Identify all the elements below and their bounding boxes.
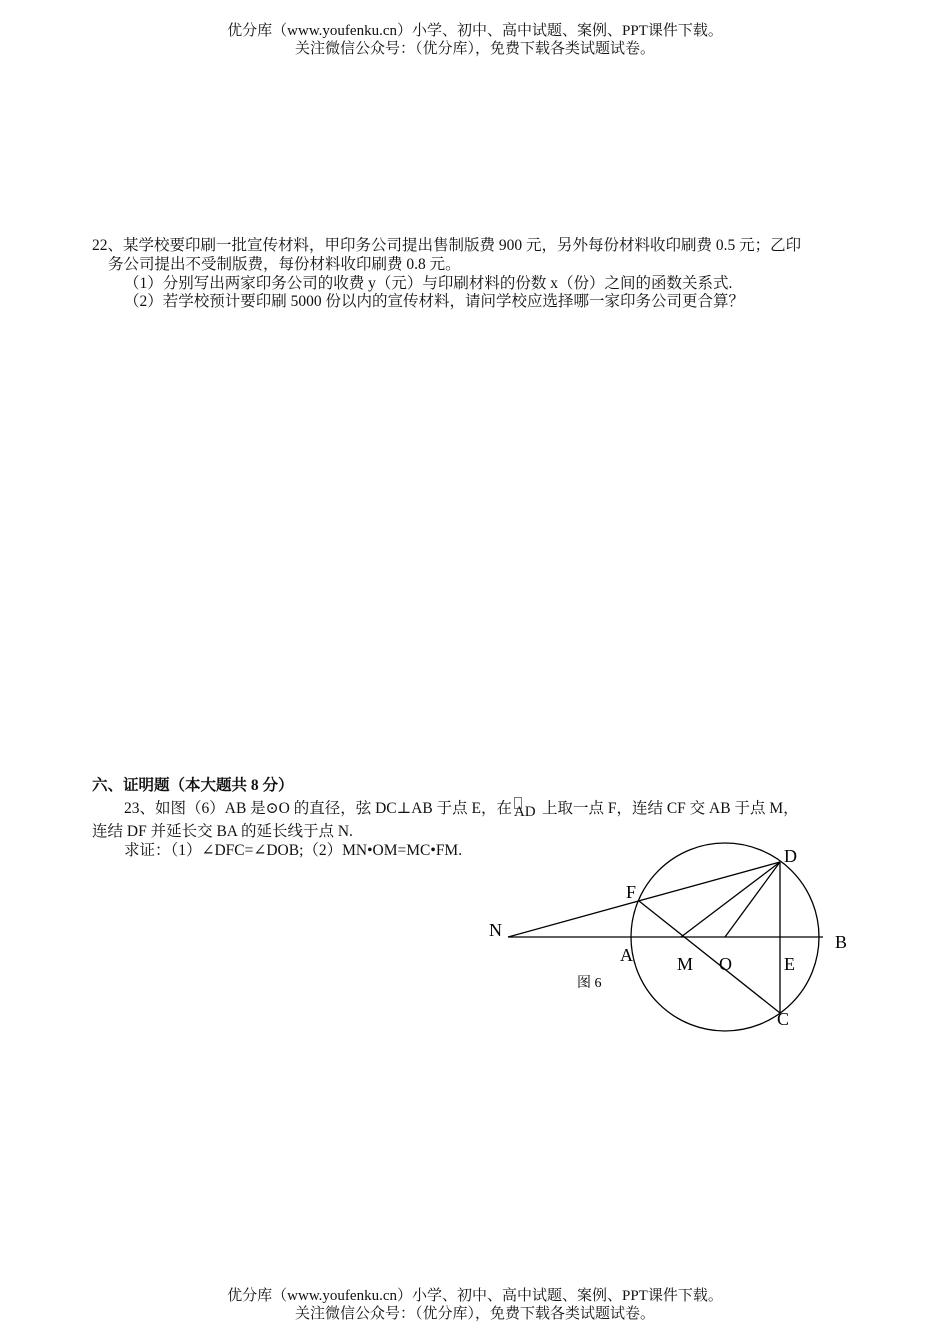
segment-fc (639, 901, 780, 1013)
header-line-2: 关注微信公众号：（优分库），免费下载各类试题试卷。 (294, 41, 655, 57)
label-a: A (620, 945, 633, 965)
label-e: E (784, 954, 795, 974)
arc-label: AD (513, 804, 536, 820)
label-c: C (777, 1009, 790, 1029)
label-b: B (835, 932, 848, 952)
label-o: O (719, 954, 732, 974)
figure-caption: 图 6 (577, 976, 602, 991)
q23-line-1-a: 23、如图（6）AB 是⊙O 的直径，弦 DC⊥AB 于点 E，在 (124, 800, 512, 817)
q23-line-3: 求证：（1）∠DFC=∠DOB;（2）MN•OM=MC•FM. (124, 842, 463, 859)
header-line-1: 优分库（www.youfenku.cn）小学、初中、高中试题、案例、PPT课件下载。 (227, 23, 723, 39)
q23-line-1-b: 上取一点 F，连结 CF 交 AB 于点 M， (541, 800, 799, 817)
q22-line-1: 22、某学校要印刷一批宣传材料，甲印务公司提出售制版费 900 元，另外每份材料收印刷费 0.5 元；乙印 (92, 237, 802, 254)
q22-line-2: 务公司提出不受制版费，每份材料收印刷费 0.8 元。 (108, 256, 461, 273)
footer-line-1: 优分库（www.youfenku.cn）小学、初中、高中试题、案例、PPT课件下载。 (227, 1288, 723, 1304)
label-n: N (489, 920, 502, 940)
section-6-title: 六、证明题（本大题共 8 分） (92, 777, 294, 794)
page-footer (0, 1287, 950, 1323)
segment-dm (681, 862, 780, 937)
segment-nd (508, 862, 780, 937)
q23-line-2: 连结 DF 并延长交 BA 的延长线于点 N. (92, 823, 353, 840)
label-f: F (626, 882, 637, 902)
footer-line-2: 关注微信公众号：（优分库），免费下载各类试题试卷。 (294, 1306, 655, 1322)
q22-part-2: （2）若学校预计要印刷 5000 份以内的宣传材料，请问学校应选择哪一家印务公司更合算？ (124, 293, 745, 310)
q22-part-1: （1）分别写出两家印务公司的收费 y（元）与印刷材料的份数 x（份）之间的函数关系式. (124, 275, 733, 292)
label-d: D (784, 846, 797, 866)
label-m: M (677, 954, 694, 974)
segment-do (725, 862, 780, 937)
